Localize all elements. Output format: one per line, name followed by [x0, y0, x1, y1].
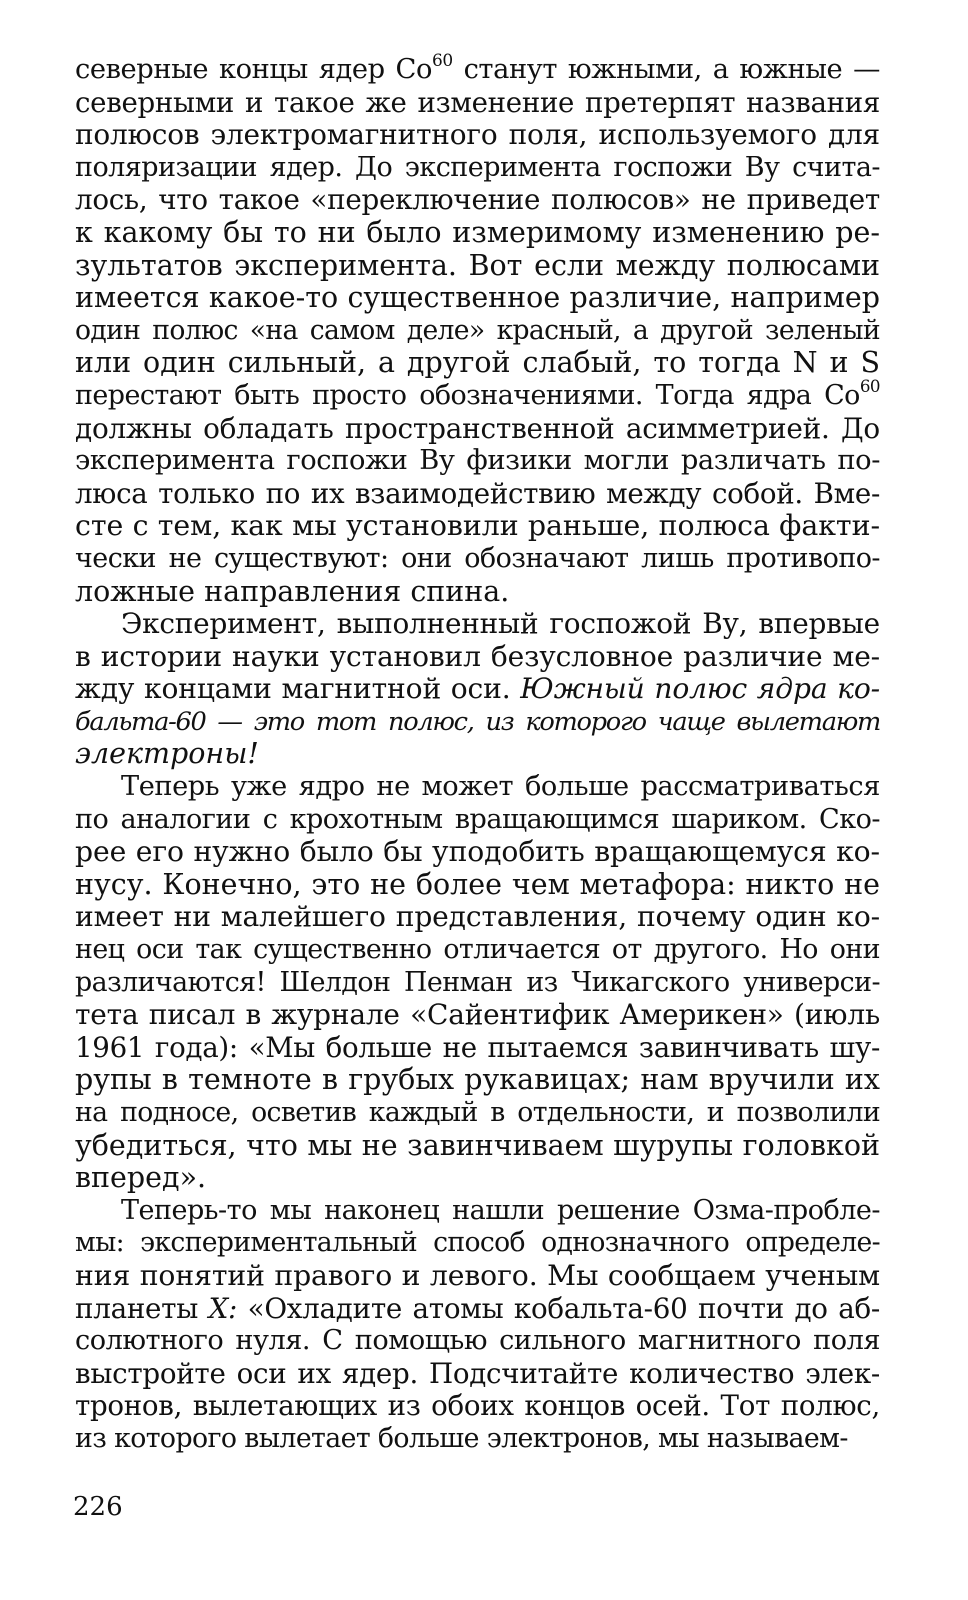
line-text: нец оси так существенно отличается от другого. Но они [75, 934, 880, 966]
text-line [75, 315, 880, 348]
text-line [75, 510, 880, 543]
line-text: Теперь уже ядро не может больше рассматриваться [121, 771, 880, 803]
text-line [75, 49, 880, 87]
line-text: планеты [75, 1291, 209, 1325]
line-text: перестают быть просто обозначениями. Тогда ядра Co [75, 379, 860, 411]
line-text: выстройте оси их ядер. Подсчитайте количество элек- [75, 1356, 880, 1390]
text-line [75, 445, 880, 478]
text-line [75, 934, 880, 967]
italic-text: электроны! [75, 737, 259, 771]
text-line [75, 347, 880, 380]
line-text: по аналогии с крохотным вращающимся шариком. Ско- [75, 803, 880, 835]
line-text: поляризации ядер. До эксперимента госпожи Ву счита- [75, 151, 880, 183]
line-text: имеет ни малейшего представления, почему один ко- [75, 900, 880, 934]
line-text: сте с тем, как мы установили раньше, полюса факти- [75, 509, 880, 543]
text-line [75, 1064, 880, 1097]
line-text: северными и такое же изменение претерпят названия [75, 85, 880, 119]
line-text: Теперь-то мы наконец нашли решение Озма-пробле- [121, 1194, 880, 1226]
isotope-superscript: 60 [432, 49, 453, 70]
text-line [75, 1032, 880, 1065]
text-line [75, 1293, 880, 1326]
paragraph [75, 49, 880, 608]
text-line [75, 478, 880, 511]
text-line [75, 869, 880, 902]
text-line [75, 1097, 880, 1130]
line-text: люса только по их взаимодействию между собой. Вме- [75, 476, 880, 510]
text-line [75, 576, 880, 609]
paragraph [75, 1195, 880, 1456]
text-line [75, 376, 880, 413]
line-text: в истории науки установил безусловное различие ме- [75, 639, 880, 673]
line-text: различаются! Шелдон Пенман из Чикагского универси- [75, 966, 880, 998]
line-text: из которого вылетает больше электронов, мы называем- [75, 1422, 848, 1454]
text-line [75, 706, 880, 739]
text-line [75, 1390, 880, 1423]
line-text: чески не существуют: они обозначают лишь противопо- [75, 542, 880, 574]
text-line [75, 967, 880, 1000]
line-text: или один сильный, а другой слабый, то тогда N и S [75, 346, 880, 380]
line-text: зультатов эксперимента. Вот если между полюсами [75, 248, 880, 282]
line-text: тронов, вылетающих из обоих концов осей. Тот полюс, [75, 1389, 880, 1423]
text-line [75, 152, 880, 185]
line-text: вперед». [75, 1161, 207, 1195]
italic-text: Южный полюс ядра ко- [520, 672, 880, 706]
italic-text: бальта-60 — это тот полюс, из которого чаще вылетают [75, 706, 880, 737]
line-text: «Охладите атомы кобальта-60 почти до аб- [237, 1291, 880, 1325]
text-line [75, 608, 880, 641]
line-text: Эксперимент, выполненный госпожой Ву, впервые [121, 607, 880, 641]
line-text: станут южными, а южные — [452, 54, 880, 85]
line-text: убедиться, что мы не завинчиваем шурупы головкой [75, 1128, 880, 1162]
book-page-text [75, 49, 880, 1456]
line-text: эксперимента госпожи Ву физики могли различать по- [75, 445, 880, 477]
text-line [75, 184, 880, 217]
line-text: мы: экспериментальный способ однозначного определе- [75, 1227, 880, 1259]
text-line [75, 1325, 880, 1358]
text-line [75, 771, 880, 804]
line-text: нусу. Конечно, это не более чем метафора: никто не [75, 867, 880, 901]
line-text: должны обладать пространственной асимметрией. До [75, 411, 880, 445]
text-line [75, 250, 880, 283]
text-line [75, 901, 880, 934]
text-line [75, 1130, 880, 1163]
line-text: полюсов электромагнитного поля, используемого для [75, 118, 880, 152]
line-text: 1961 года): «Мы больше не пытаемся завинчивать шу- [75, 1030, 880, 1064]
text-line [75, 673, 880, 706]
text-line [75, 999, 880, 1032]
line-text: солютного нуля. С помощью сильного магнитного поля [75, 1325, 880, 1357]
line-text: тета писал в журнале «Сайентифик Америкен» (июль [75, 998, 880, 1032]
italic-text: X: [208, 1291, 238, 1325]
text-line [75, 804, 880, 837]
paragraph [75, 771, 880, 1195]
text-line [75, 738, 880, 771]
paragraph [75, 608, 880, 771]
text-line [75, 119, 880, 152]
line-text: лось, что такое «переключение полюсов» не приведет [75, 183, 880, 217]
text-line [75, 641, 880, 674]
line-text: на подносе, осветив каждый в отдельности, и позволили [75, 1097, 880, 1128]
text-line [75, 217, 880, 250]
text-line [75, 1423, 880, 1456]
line-text: жду концами магнитной оси. [75, 672, 521, 706]
text-line [75, 1358, 880, 1391]
text-line [75, 1195, 880, 1228]
text-line [75, 836, 880, 869]
line-text: ния понятий правого и левого. Мы сообщаем ученым [75, 1258, 880, 1292]
line-text: рее его нужно было бы уподобить вращающемуся ко- [75, 835, 880, 869]
isotope-superscript: 60 [859, 376, 880, 396]
line-text: один полюс «на самом деле» красный, а другой зеленый [75, 314, 880, 346]
line-text: к какому бы то ни было измеримому изменению ре- [75, 215, 880, 249]
text-line [75, 282, 880, 315]
text-line [75, 1227, 880, 1260]
text-line [75, 413, 880, 446]
page-number: 226 [73, 1492, 123, 1522]
line-text: рупы в темноте в грубых рукавицах; нам вручили их [75, 1063, 880, 1097]
line-text: северные концы ядер Co [75, 54, 433, 85]
line-text: ложные направления спина. [75, 574, 510, 608]
text-line [75, 1162, 880, 1195]
line-text: имеется какое-то существенное различие, например [75, 281, 880, 315]
text-line [75, 1260, 880, 1293]
text-line [75, 543, 880, 576]
text-line [75, 87, 880, 120]
